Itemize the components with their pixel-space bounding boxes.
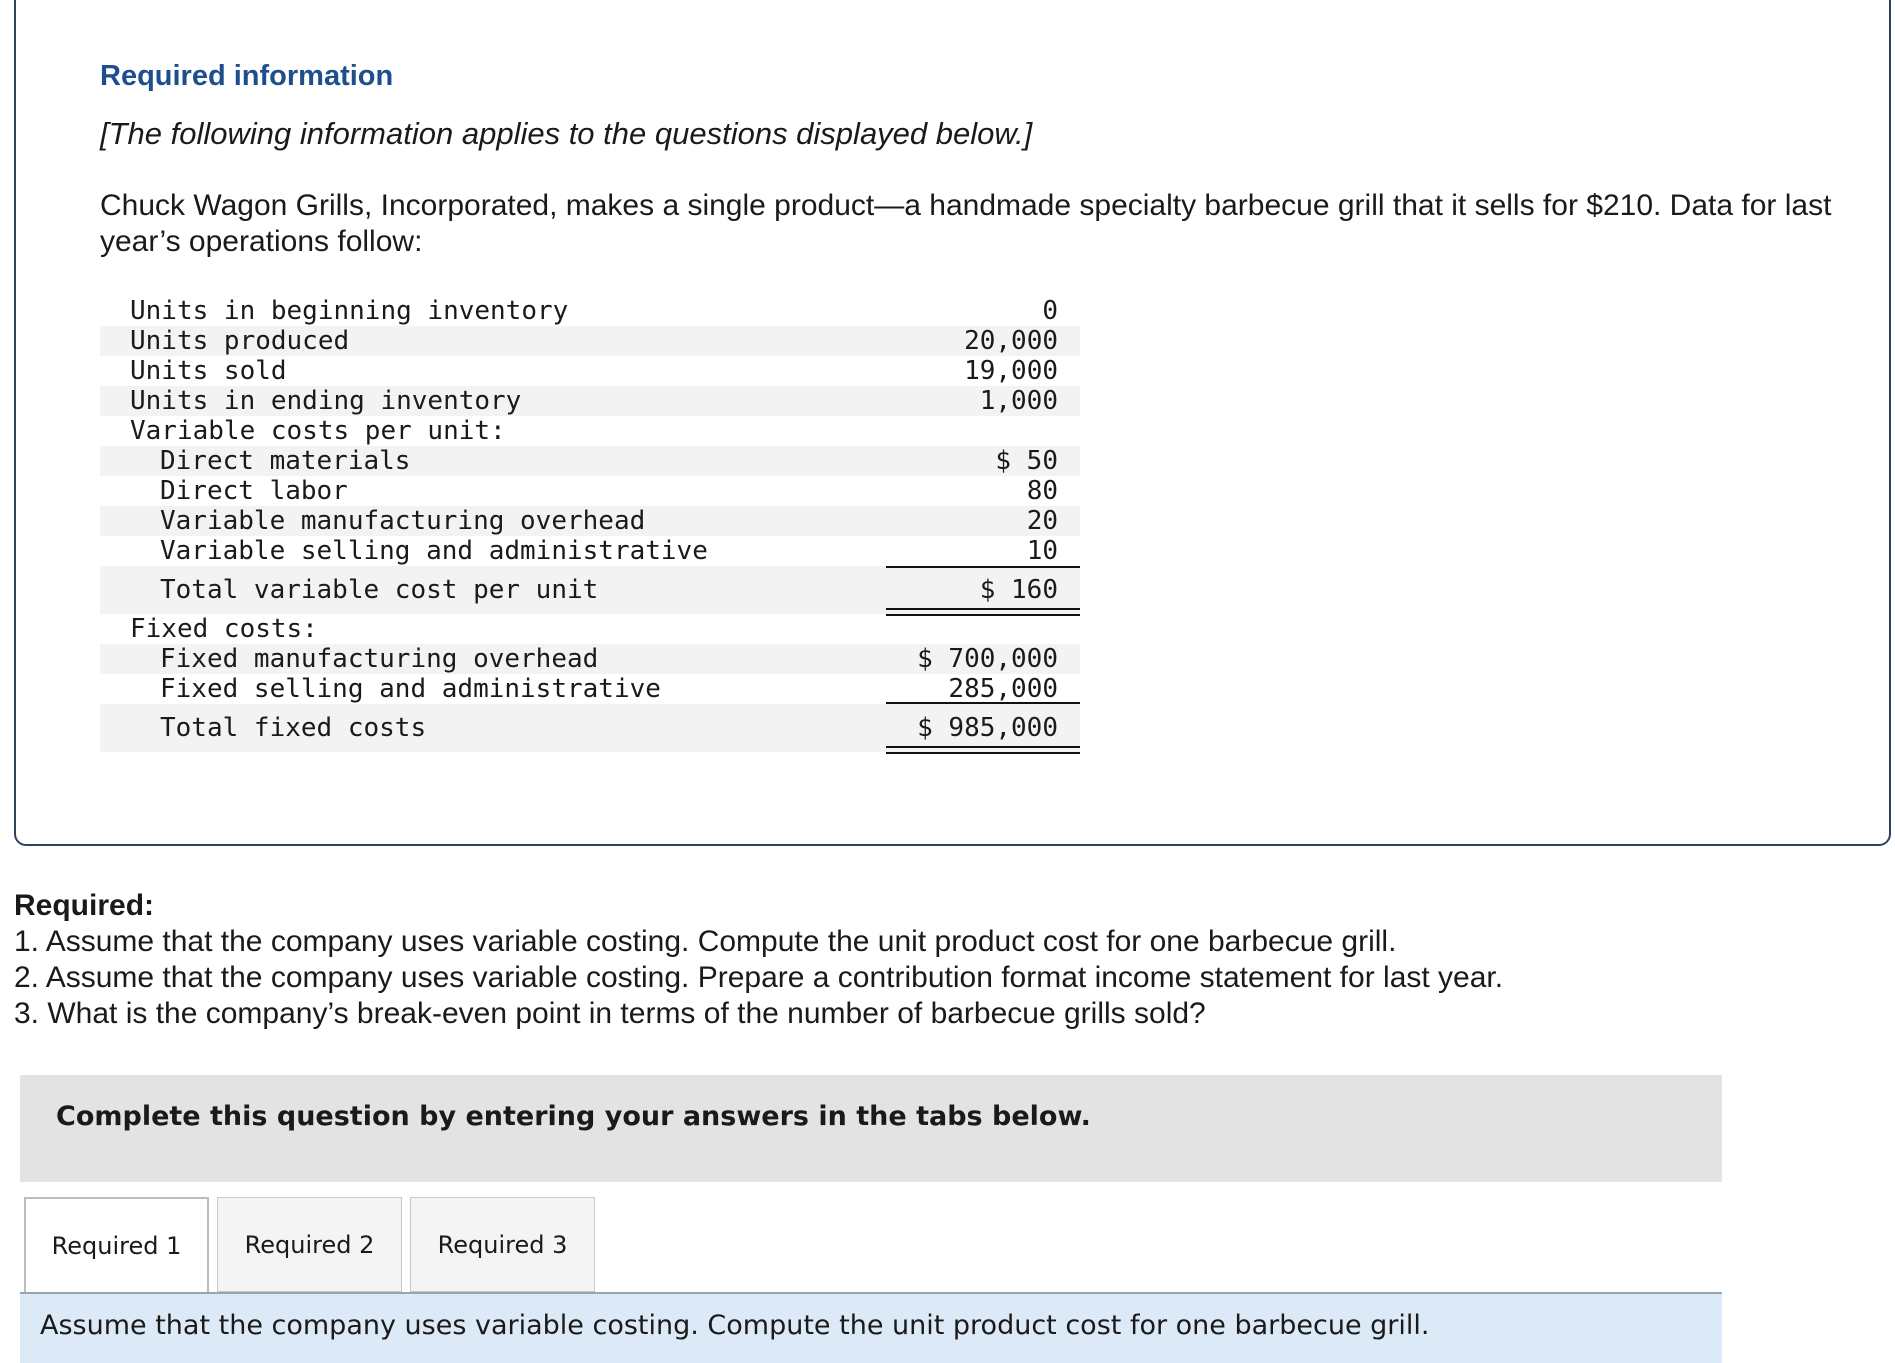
row-label: Units produced [130, 326, 350, 356]
row-value: 0 [1042, 296, 1058, 326]
table-row [100, 416, 1080, 446]
table-row [100, 644, 1080, 674]
row-label: Variable selling and administrative [160, 536, 708, 566]
tab-panel [20, 1294, 1722, 1363]
table-row [100, 506, 1080, 536]
table-row [100, 386, 1080, 416]
required-item-3: 3. What is the company’s break-even point in terms of the number of barbecue grills sold? [14, 997, 1206, 1030]
table-row [100, 704, 1080, 752]
row-value: 10 [1026, 536, 1058, 566]
operations-data-table [100, 296, 1080, 752]
row-label: Total fixed costs [160, 713, 427, 743]
table-row [100, 566, 1080, 614]
row-value: $ 50 [995, 446, 1058, 476]
tab-required-2[interactable]: Required 2 [217, 1197, 402, 1292]
row-value: $ 160 [979, 575, 1058, 605]
table-row [100, 674, 1080, 704]
row-value: 19,000 [964, 356, 1058, 386]
table-row [100, 296, 1080, 326]
table-row [100, 536, 1080, 566]
table-row [100, 476, 1080, 506]
row-label: Total variable cost per unit [160, 575, 599, 605]
row-label: Direct materials [160, 446, 411, 476]
instructions-banner [20, 1075, 1722, 1182]
row-value: $ 985,000 [917, 713, 1058, 743]
table-row [100, 356, 1080, 386]
table-row [100, 326, 1080, 356]
row-value: 80 [1026, 476, 1058, 506]
problem-intro: Chuck Wagon Grills, Incorporated, makes a single product—a handmade specialty barbecue grill that it sells for $210. Data for last year’s operations follow: [100, 189, 1832, 258]
row-label: Variable costs per unit: [130, 416, 506, 446]
instructions-text: Complete this question by entering your answers in the tabs below. [56, 1101, 1091, 1132]
table-row [100, 446, 1080, 476]
table-row [100, 614, 1080, 644]
row-value: 20,000 [964, 326, 1058, 356]
required-information-title: Required information [100, 60, 394, 92]
required-header: Required: [14, 889, 155, 922]
row-label: Units in beginning inventory [130, 296, 569, 326]
row-value: 1,000 [979, 386, 1058, 416]
row-label: Units sold [130, 356, 287, 386]
row-label: Fixed costs: [130, 614, 318, 644]
row-label: Units in ending inventory [130, 386, 522, 416]
required-item-2: 2. Assume that the company uses variable costing. Prepare a contribution format income statement for last year. [14, 961, 1504, 994]
row-value: 285,000 [948, 674, 1058, 704]
row-value: 20 [1026, 506, 1058, 536]
row-label: Fixed selling and administrative [160, 674, 661, 704]
row-label: Variable manufacturing overhead [160, 506, 646, 536]
tab-required-1[interactable]: Required 1 [24, 1197, 209, 1294]
row-value: $ 700,000 [917, 644, 1058, 674]
tab-panel-text: Assume that the company uses variable costing. Compute the unit product cost for one barbecue grill. [40, 1310, 1430, 1341]
tab-required-3[interactable]: Required 3 [410, 1197, 595, 1292]
row-label: Direct labor [160, 476, 348, 506]
required-section [14, 888, 1503, 1032]
applies-note: [The following information applies to the questions displayed below.] [100, 116, 1033, 151]
total-double-rule [886, 746, 1080, 754]
row-label: Fixed manufacturing overhead [160, 644, 599, 674]
required-item-1: 1. Assume that the company uses variable costing. Compute the unit product cost for one barbecue grill. [14, 925, 1397, 958]
